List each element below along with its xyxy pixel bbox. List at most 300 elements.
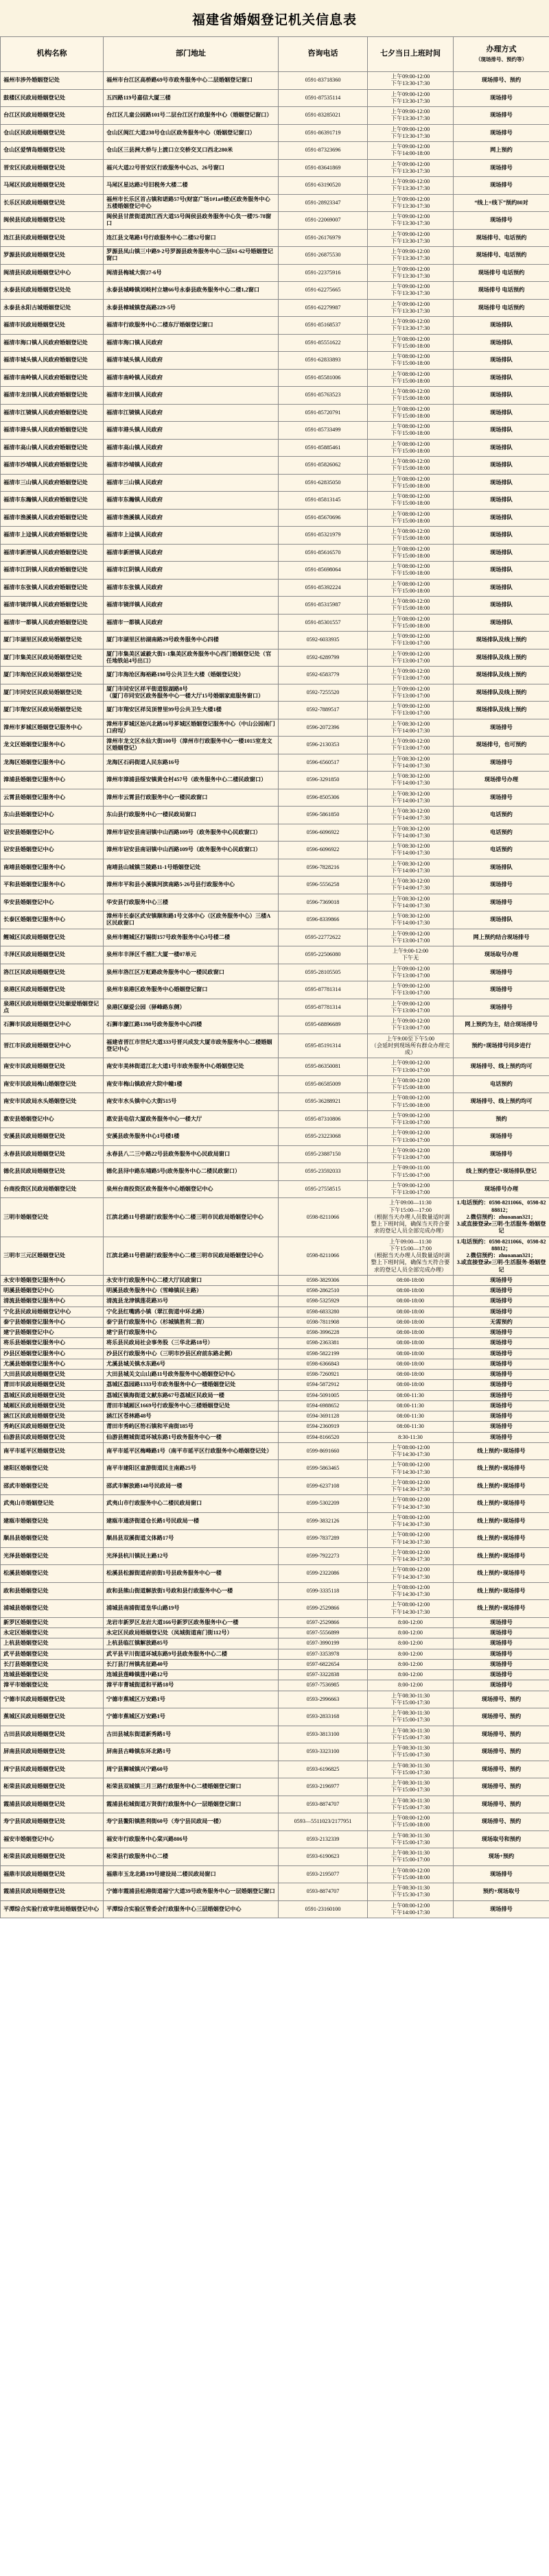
cell-service-mode-line: 现场排号、预约 [481,1695,522,1702]
cell-phone [279,999,368,1016]
cell-service-mode-line: 线上预约+现场排号 [477,1500,526,1507]
cell-address-line: 泰宁县行政服务中心（杉城镇胜利二街） [106,1318,208,1325]
cell-service-mode [454,439,549,457]
cell-agency-name-line: 永安市婚姻登记服务中心 [3,1276,66,1283]
cell-phone [279,422,368,440]
cell-service-mode [454,1638,549,1649]
cell-address [104,264,279,282]
cell-agency-name [1,1390,104,1400]
cell-service-mode [454,1442,549,1460]
table-row [1,824,549,842]
cell-address-line: 漳平市菁城街道和平路18号 [106,1682,174,1689]
cell-hours-line: 上午09:00-12:00 [390,91,430,97]
cell-agency-name-line: 永春县民政局婚姻登记处 [3,1150,66,1157]
cell-agency-name-line: 连江县民政局婚姻登记处 [3,234,66,241]
cell-hours-line: 上午08:30-11:30 [390,1780,430,1786]
cell-hours [368,1726,454,1743]
cell-phone [279,177,368,195]
cell-agency-name-line: 城厢区民政局婚姻登记处 [3,1402,66,1409]
cell-agency-name [1,422,104,440]
cell-agency-name [1,1016,104,1034]
cell-phone-line: 0593-2132339 [306,1835,340,1842]
cell-service-mode-line: 现场排号 [490,164,513,171]
cell-address [104,1830,279,1848]
cell-hours-line: 上午08:30-11:30 [390,1692,430,1699]
cell-hours [368,229,454,247]
table-row [1,1422,549,1432]
cell-phone [279,1743,368,1761]
cell-service-mode-line: 现场排号 [490,1308,513,1315]
cell-address [104,1380,279,1390]
cell-hours-line: 下午13:00-17:00 [390,640,430,647]
cell-agency-name-line: 福清市上迳镇人民政府婚姻登记处 [3,532,88,538]
cell-address-line: 龙海区石码街道人民东路16号 [106,759,180,765]
cell-agency-name [1,1093,104,1111]
cell-hours-line: 上午08:30-11:30 [390,1885,430,1891]
cell-hours-line: 上午08:00-12:00 [390,353,430,359]
cell-hours [368,334,454,352]
cell-hours-line: 下午15:30-17:30 [390,1892,430,1898]
cell-phone-line: 0595-87781314 [305,986,341,993]
cell-address-line: 永安市行政服务中心二楼大厅民政窗口 [106,1276,202,1283]
cell-phone [279,1058,368,1076]
cell-address-line: 将乐县民政局社会事务股（三华北路18号） [106,1339,213,1346]
cell-agency-name [1,1237,104,1275]
cell-address-line: 邵武市解放路148号民政局一楼 [106,1482,183,1489]
cell-hours [368,1649,454,1659]
cell-agency-name [1,614,104,632]
cell-hours-line: 上午08:00-12:00 [390,1462,430,1468]
cell-phone-line: 0599-3832126 [306,1517,340,1524]
cell-service-mode [454,1034,549,1058]
cell-phone [279,1830,368,1848]
cell-hours-line: 上午09:00-12:00 [390,178,430,184]
cell-hours-line: 上午08:30-12:00 [390,860,430,867]
cell-hours-line: 下午15:00-18:00 [390,430,430,437]
cell-agency-name-line: 南靖县婚姻登记服务中心 [3,863,66,870]
cell-agency-name [1,439,104,457]
cell-hours-line: 上午09:00-12:00 [390,143,430,150]
cell-service-mode-line: 现场排号 [490,1392,513,1398]
table-row [1,667,549,684]
cell-address-line: 马尾区星达路2号旧税务大楼二楼 [106,182,188,189]
cell-hours-line: 上午09:00-12:00 [390,126,430,132]
cell-phone-line: 0591-62833893 [305,357,341,363]
cell-address-line: 福州市台江区高桥路69号市政务服务中心二层婚姻登记窗口 [106,77,253,84]
cell-agency-name [1,842,104,859]
cell-agency-name-line: 泉港区民政局婚姻登记处颐爱婚姻登记点 [3,1000,100,1014]
cell-address-line: 南靖县山城镇兰陵路11-1号婚姻登记处 [106,863,201,870]
cell-phone [279,614,368,632]
table-row [1,876,549,894]
cell-address [104,597,279,615]
cell-service-mode [454,282,549,300]
cell-hours-line: 上午08:30-12:00 [390,790,430,797]
table-row [1,1075,549,1093]
cell-service-mode [454,247,549,265]
cell-phone [279,1348,368,1359]
cell-phone-line: 0592-6033935 [306,636,340,643]
cell-agency-name [1,946,104,964]
cell-address-line: 闽侯县甘蔗街道滨江西大道55号闽侯县政务服务中心负一楼75-78窗口 [106,213,272,227]
column-header-subtitle: （现场排号、预约等） [476,56,527,63]
cell-address-line: 福清市江阴镇人民政府 [106,567,163,573]
cell-service-mode-line: 现场排号 [490,1413,513,1419]
cell-agency-name [1,1400,104,1411]
cell-hours-line: 下午15:00-18:00 [390,517,430,524]
cell-hours [368,1411,454,1422]
cell-address-line: 仙游县鲤城街道环城东路1号政务服务中心一楼 [106,1433,222,1440]
cell-phone-line: 0591-86391719 [305,129,341,136]
table-row [1,1442,549,1460]
cell-service-mode-line: 现场排队 [490,497,513,503]
cell-address-line: 南安市美林街道江北大道1号市政务服务中心婚姻登记处 [106,1063,244,1070]
table-row [1,229,549,247]
cell-service-mode-line: 现场排队及线上预约 [476,636,527,643]
table-row [1,1743,549,1761]
cell-address [104,212,279,230]
cell-phone-line: 0599-2322086 [306,1570,340,1577]
cell-hours-line: 下午13:30-17:30 [390,115,430,122]
cell-service-mode [454,1830,549,1848]
cell-address-line: 宁德市霞浦县松港街道福宁大道39号政务服务中心一层婚姻登记窗口 [106,1888,275,1895]
cell-phone [279,1638,368,1649]
cell-phone-line: 0598-2862510 [306,1287,340,1293]
cell-hours-line: 上午08:00-12:00 [390,1867,430,1874]
cell-phone-line: 0596-7828216 [306,863,340,870]
cell-address [104,1848,279,1866]
cell-address-line: 柘荣县行政服务中心二楼 [106,1853,169,1860]
cell-agency-name-line: 清流县婚姻登记服务中心 [3,1298,66,1304]
cell-hours-line: 下午14:30-17:30 [390,1573,430,1580]
cell-phone [279,1128,368,1146]
cell-phone-line: 0595-22772622 [305,933,341,940]
cell-address [104,876,279,894]
cell-agency-name-line: 诏安县婚姻登记中心 [3,846,54,853]
cell-service-mode [454,492,549,510]
cell-service-mode [454,1617,549,1627]
cell-phone-line: 0591-85720791 [305,409,341,416]
cell-hours [368,124,454,142]
table-row [1,1034,549,1058]
cell-hours-line: 08:00-18:00 [396,1339,425,1346]
cell-address-line: 周宁县狮城镇兴宁路60号 [106,1765,169,1772]
cell-agency-name-line: 福清市渔溪镇人民政府婚姻登记处 [3,514,88,521]
cell-hours-line: 上午09:00-12:00 [390,738,430,744]
cell-hours-line: 上午09:00-12:00 [390,108,430,115]
cell-service-mode [454,1565,549,1583]
cell-hours-line: 上午09:00-12:00 [390,983,430,989]
cell-hours-line: 下午13:30-17:30 [390,272,430,279]
cell-address-line: 厦门市湖里区枋湖南路29号政务服务中心四楼 [106,636,219,643]
cell-hours-line: 上午08:00-12:00 [390,1549,430,1555]
cell-hours [368,1442,454,1460]
cell-hours [368,667,454,684]
cell-hours-line: 下午15:00-18:00 [390,1874,430,1881]
cell-service-mode [454,789,549,807]
cell-hours [368,964,454,981]
table-row [1,772,549,789]
cell-phone [279,649,368,667]
cell-address-line: 福清市海口镇人民政府 [106,339,163,346]
cell-service-mode-line: 现场排号 [490,1287,513,1293]
cell-phone-line: 0595-87781314 [305,1003,341,1010]
cell-service-mode [454,387,549,405]
cell-address [104,1460,279,1478]
table-row [1,1058,549,1076]
cell-hours-line: 上午08:00-12:00 [390,475,430,482]
cell-agency-name-line: 三明市婚姻登记处 [3,1213,49,1220]
table-row [1,1708,549,1726]
cell-hours-line: 上午08:00-12:00 [390,1531,430,1538]
cell-hours-line: 下午15:00-18:00 [390,1822,430,1828]
cell-hours-line: 上午09:00-12:00 [390,300,430,307]
cell-address-line: 福清市东张镇人民政府 [106,584,163,591]
cell-address [104,1530,279,1548]
cell-hours [368,929,454,946]
cell-agency-name [1,1477,104,1495]
cell-phone-line: 0591-85168537 [305,322,341,329]
table-row [1,1512,549,1530]
cell-address [104,1348,279,1359]
cell-service-mode-line: 现场排队及线上预约 [476,671,527,678]
cell-hours-line: 上午08:30-11:30 [390,1745,430,1751]
cell-phone [279,107,368,125]
cell-service-mode [454,894,549,911]
cell-service-mode [454,632,549,649]
cell-hours-line: 上午08:30-11:30 [390,1797,430,1804]
cell-hours-line: 上午09:00-12:00 [390,160,430,167]
cell-hours-line: 下午14:00-17:30 [390,1909,430,1916]
cell-hours [368,1761,454,1778]
cell-phone [279,1477,368,1495]
cell-address [104,1338,279,1348]
cell-phone-line: 0598-8211066 [306,1252,340,1259]
cell-address-line: 南平市建阳区童游街道民主南路25号 [106,1465,197,1472]
cell-service-mode-line: 现场排号 [490,182,513,189]
cell-address [104,107,279,125]
cell-phone [279,404,368,422]
cell-address-line: 泉州市丰泽区千禧汇大厦一楼07单元 [106,951,197,958]
cell-service-mode [454,1400,549,1411]
cell-hours-line: （根据当天办理人员数量适时调整上下班时间，确保当天符合要求的登记人员全部完成办理） [371,1252,450,1273]
cell-agency-name-line: 福清市高山镇人民政府婚姻登记处 [3,444,88,451]
cell-hours [368,352,454,370]
cell-address-line: 福清市渔溪镇人民政府 [106,514,163,521]
cell-agency-name-line: 涵江区民政局婚姻登记处 [3,1413,66,1419]
cell-phone [279,1180,368,1198]
cell-agency-name [1,1600,104,1618]
cell-address-line: 顺昌县双溪街道文体路17号 [106,1535,174,1542]
cell-service-mode [454,89,549,107]
table-row [1,684,549,702]
cell-phone [279,1460,368,1478]
cell-agency-name [1,1865,104,1883]
cell-service-mode-line: 现场排队 [490,339,513,346]
cell-address [104,649,279,667]
cell-address-line: 福清市三山镇人民政府 [106,479,163,486]
cell-address [104,667,279,684]
cell-address-line: 永泰县城峰镇刘岐村立塘66号永泰县政务服务中心二楼1,2窗口 [106,287,260,294]
table-row [1,1565,549,1583]
cell-hours [368,894,454,911]
cell-address [104,981,279,999]
cell-phone [279,737,368,754]
cell-address [104,1565,279,1583]
cell-agency-name [1,929,104,946]
cell-address-line: 福清市上迳镇人民政府 [106,532,163,538]
cell-address-line: 漳州市诏安县南诏镇中山西路109号（政务服务中心民政窗口） [106,846,261,853]
table-row [1,789,549,807]
cell-address-line: 福清市东瀚镇人民政府 [106,497,163,503]
cell-hours [368,1296,454,1307]
cell-service-mode-line: “线上+线下”预约80对 [474,199,528,206]
cell-hours-line: 下午13:30-17:30 [390,307,430,314]
cell-hours-line: 08:00-18:00 [396,1381,425,1388]
cell-address-line: 古田县城东街道新秀路1号 [106,1730,172,1737]
table-row [1,929,549,946]
cell-service-mode-line: 线上预约+现场排号 [477,1465,526,1472]
cell-address [104,807,279,824]
cell-hours-line: 下午13:30-17:30 [390,220,430,227]
cell-hours-line: 上午08:00-12:00 [390,1584,430,1590]
cell-phone [279,457,368,475]
cell-agency-name-line: 平潭综合实验行政审批局婚姻登记中心 [3,1905,100,1912]
cell-service-mode [454,911,549,929]
cell-address-line: 龙岩市新罗区龙岩大道166号新罗区政务服务中心一楼 [106,1619,239,1625]
cell-agency-name-line: 石狮市民政局婚姻登记中心 [3,1021,71,1028]
cell-phone-line: 0591-62275665 [305,287,341,294]
cell-agency-name [1,1275,104,1285]
cell-address [104,1198,279,1237]
cell-agency-name-line: 邵武市婚姻登记处 [3,1482,49,1489]
cell-service-mode-line: 电话预约 [490,1080,513,1087]
cell-service-mode-line: 现场排号 [490,968,513,975]
cell-hours [368,1813,454,1831]
cell-hours-line: 08:00-11:30 [397,1402,424,1409]
cell-phone-line: 0591-85826062 [305,462,341,468]
cell-address [104,317,279,335]
cell-service-mode-line: 预约+现场取号 [482,1888,520,1895]
cell-address-line: 泉州市洛江区万虹路政务服务中心一楼民政窗口 [106,968,224,975]
cell-agency-name [1,737,104,754]
cell-phone [279,509,368,527]
cell-agency-name-line: 福清市江阴镇人民政府婚姻登记处 [3,567,88,573]
cell-agency-name [1,142,104,160]
cell-service-mode [454,544,549,562]
cell-hours-line: 下午14:30-17:30 [390,1503,430,1510]
cell-agency-name-line: 厦门市同安区民政局婚姻登记处 [3,689,82,695]
cell-hours-line: 上午09:00-12:00 [390,1000,430,1007]
cell-phone-line: 0598-5822199 [306,1350,340,1357]
cell-address [104,282,279,300]
cell-agency-name-line: 福清市龙田镇人民政府婚姻登记处 [3,392,88,398]
table-row [1,1390,549,1400]
table-row [1,702,549,719]
table-row [1,1530,549,1548]
cell-address-line: 荔城区镇海街道文献东路67号荔城区民政局一楼 [106,1392,224,1398]
cell-service-mode [454,1547,549,1565]
cell-address [104,1670,279,1680]
cell-hours [368,1390,454,1400]
cell-phone-line: 0593-2196977 [306,1783,340,1790]
cell-address-line: 屏南县古峰镇东环北路1号 [106,1748,172,1755]
cell-phone-line: 0597-3353978 [306,1650,340,1657]
cell-agency-name [1,509,104,527]
cell-phone-line: 0595-87310806 [305,1115,341,1122]
cell-service-mode-line: 电话预约 [490,846,513,853]
table-header-row [1,37,549,72]
cell-service-mode-line: 线上预约+现场排号 [477,1482,526,1489]
cell-hours-line: 下午13:00-17:00 [390,745,430,752]
cell-agency-name-line: 将乐县婚姻登记服务中心 [3,1339,66,1346]
cell-phone-line: 0598-7260921 [306,1371,340,1377]
cell-hours-line: 下午14:30-17:30 [390,1556,430,1562]
cell-service-mode-line: 现场排号、预约 [481,1765,522,1772]
cell-agency-name [1,107,104,125]
cell-hours-line: 下午15:00-17:30 [390,1699,430,1706]
cell-hours-line: 下午15:00-18:00 [390,587,430,594]
table-row [1,597,549,615]
cell-address [104,1617,279,1627]
cell-hours [368,1547,454,1565]
cell-phone [279,981,368,999]
cell-hours-line: 上午09:00-12:00 [390,1112,430,1119]
table-row [1,317,549,335]
cell-phone-line: 0591-85670696 [305,514,341,521]
cell-phone-line: 0594-3691128 [306,1413,340,1419]
cell-address [104,1016,279,1034]
cell-agency-name [1,1110,104,1128]
cell-hours [368,509,454,527]
cell-service-mode-line: 线上预约+现场排号 [477,1605,526,1612]
cell-hours [368,72,454,90]
cell-hours-line: 上午09:00-11:00 [390,1165,430,1171]
cell-service-mode [454,667,549,684]
cell-phone [279,212,368,230]
cell-agency-name-line: 厦门市集美区民政局婚姻登记处 [3,654,82,660]
cell-phone [279,1400,368,1411]
cell-service-mode [454,1600,549,1618]
cell-service-mode [454,1286,549,1296]
table-row [1,719,549,737]
cell-service-mode [454,1128,549,1146]
cell-address-line: 清流县龙津镇莲花路35号 [106,1298,169,1304]
cell-phone [279,719,368,737]
cell-address-line: 惠安县电信大厦政务服务中心一楼大厅 [106,1115,202,1122]
cell-agency-name-line: 周宁县民政局婚姻登记处 [3,1765,66,1772]
cell-hours [368,719,454,737]
cell-agency-name [1,72,104,90]
cell-agency-name [1,544,104,562]
cell-agency-name [1,1442,104,1460]
cell-hours-line: 08:00-11:30 [397,1392,424,1398]
cell-hours-line: 上午08:30-11:30 [390,1710,430,1716]
cell-address-line: 建瓯市通济街道仓长路1号民政局一楼 [106,1517,200,1524]
cell-agency-name [1,89,104,107]
cell-service-mode [454,1477,549,1495]
cell-agency-name-line: 漳州市芗城区婚姻登记服务中心 [3,724,82,730]
cell-hours-line: 下午15:00-18:00 [390,377,430,384]
cell-hours [368,1691,454,1708]
cell-hours-line: 上午08:30-12:00 [390,878,430,884]
cell-service-mode-line: 现场排号 [490,129,513,136]
cell-service-mode [454,1411,549,1422]
cell-hours [368,842,454,859]
cell-address-line: 上杭县临江镇解放路85号 [106,1640,169,1647]
table-row [1,1495,549,1513]
cell-service-mode [454,1813,549,1831]
